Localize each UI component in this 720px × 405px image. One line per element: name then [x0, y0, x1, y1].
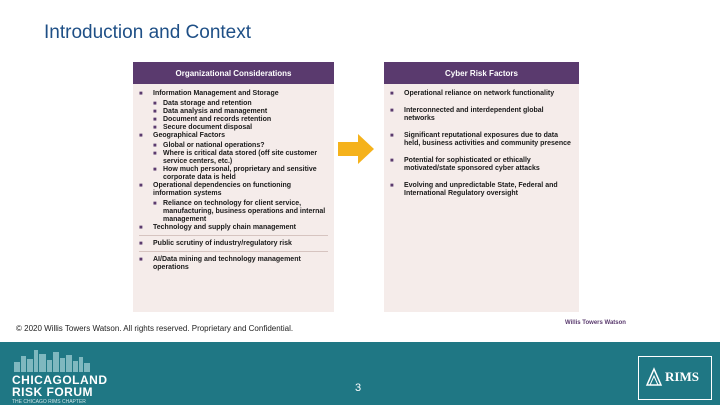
willis-towers-watson-logo: Willis Towers Watson [565, 320, 626, 326]
slide-title: Introduction and Context [44, 22, 252, 43]
left-item [139, 90, 328, 98]
right-arrow-icon [338, 134, 374, 164]
left-subitem-label: How much personal, proprietary and sensitive corporate data is held [163, 166, 317, 181]
bullet-icon: ■ [139, 257, 143, 263]
left-item-label: Operational dependencies on functioning information systems [153, 182, 292, 197]
left-subitem-label: Document and records retention [163, 116, 272, 123]
right-item-label: Interconnected and interdependent global networks [404, 107, 544, 122]
left-subitem-label: Data analysis and management [163, 108, 268, 115]
chicagoland-risk-forum-logo [12, 348, 142, 403]
left-subitem-label: Where is critical data stored (off site customer service centers, etc.) [163, 150, 318, 165]
right-item [390, 157, 573, 173]
left-subitem [139, 200, 328, 224]
left-panel-body [133, 84, 334, 272]
left-subitem-label: Reliance on technology for client service, manufacturing, business operations and internal management [163, 200, 326, 223]
right-item [390, 132, 573, 148]
cyber-risk-factors-panel [384, 62, 579, 312]
right-item [390, 182, 573, 198]
skyline-icon [12, 348, 122, 372]
left-subitem-label: Secure document disposal [163, 124, 253, 131]
left-subitem [139, 108, 328, 116]
bullet-icon: ■ [153, 109, 157, 115]
bullet-icon: ■ [390, 91, 394, 97]
bullet-icon: ■ [139, 225, 143, 231]
logo-line-chapter: THE CHICAGO RIMS CHAPTER [12, 399, 86, 405]
left-panel-header: Organizational Considerations [133, 62, 334, 84]
left-subitem [139, 116, 328, 124]
bullet-icon: ■ [139, 183, 143, 189]
left-subitem [139, 100, 328, 108]
logo-line-risk-forum: RISK FORUM [12, 385, 93, 399]
left-item-label: Public scrutiny of industry/regulatory risk [153, 240, 292, 247]
organizational-considerations-panel [133, 62, 334, 312]
rims-logo-text: RIMS [665, 369, 699, 384]
bullet-icon: ■ [153, 151, 157, 157]
rims-logo [638, 356, 712, 400]
bullet-icon: ■ [153, 143, 157, 149]
left-item-label: Information Management and Storage [153, 90, 279, 97]
divider [139, 235, 328, 236]
right-item [390, 107, 573, 123]
divider [139, 251, 328, 252]
right-panel-body [384, 84, 579, 198]
left-item [139, 240, 328, 248]
right-item [390, 90, 573, 98]
bullet-icon: ■ [139, 91, 143, 97]
bullet-icon: ■ [390, 183, 394, 189]
bullet-icon: ■ [390, 108, 394, 114]
left-item [139, 182, 328, 198]
bullet-icon: ■ [153, 125, 157, 131]
left-subitem-label: Global or national operations? [163, 142, 265, 149]
right-panel-header: Cyber Risk Factors [384, 62, 579, 84]
bullet-icon: ■ [153, 101, 157, 107]
right-item-label: Operational reliance on network functionality [404, 90, 555, 97]
left-subitem [139, 166, 328, 182]
left-subitem-label: Data storage and retention [163, 100, 252, 107]
bullet-icon: ■ [153, 117, 157, 123]
bullet-icon: ■ [390, 158, 394, 164]
left-item-label: Geographical Factors [153, 132, 225, 139]
right-item-label: Significant reputational exposures due to data held, business activities and community presence [404, 132, 571, 147]
copyright-notice: © 2020 Willis Towers Watson. All rights reserved. Proprietary and Confidential. [16, 324, 294, 333]
left-subitem [139, 124, 328, 132]
rims-emblem-icon [645, 367, 663, 387]
bullet-icon: ■ [153, 167, 157, 173]
bullet-icon: ■ [139, 133, 143, 139]
bullet-icon: ■ [139, 241, 143, 247]
left-subitem [139, 142, 328, 150]
logo-line-chicagoland: CHICAGOLAND [12, 373, 108, 387]
bullet-icon: ■ [153, 201, 157, 207]
left-item [139, 132, 328, 140]
bullet-icon: ■ [390, 133, 394, 139]
right-item-label: Potential for sophisticated or ethically motivated/state sponsored cyber attacks [404, 157, 540, 172]
left-item [139, 224, 328, 232]
right-item-label: Evolving and unpredictable State, Federal and International Regulatory oversight [404, 182, 558, 197]
left-subitem [139, 150, 328, 166]
left-item-label: Technology and supply chain management [153, 224, 297, 231]
left-item-label: AI/Data mining and technology management operations [153, 256, 301, 271]
left-item [139, 256, 328, 272]
page-number: 3 [355, 382, 362, 394]
